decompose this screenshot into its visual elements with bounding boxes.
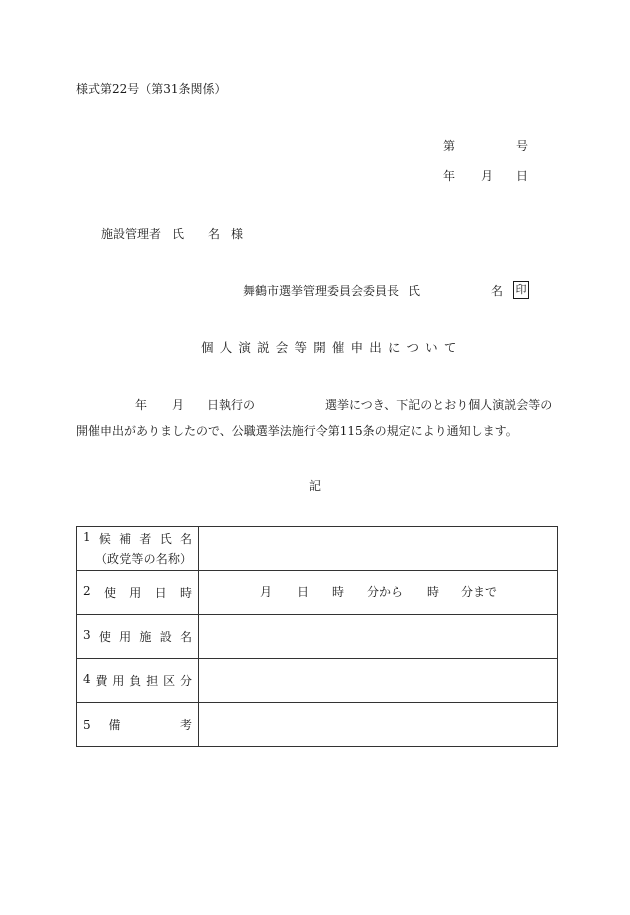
label-char: 考 [179, 718, 192, 732]
usage-hour2-label: 時 [427, 585, 440, 599]
label-char: 区 [163, 674, 176, 688]
label-char: 使 [103, 586, 116, 600]
label-char: 用 [119, 630, 132, 644]
label-char: 名 [179, 532, 192, 546]
value-cost-category[interactable] [199, 659, 558, 703]
addressee-honorific: 様 [231, 227, 244, 241]
label-char: 名 [155, 552, 168, 566]
label-remarks [77, 703, 199, 747]
label-char: 用 [112, 674, 125, 688]
date-month-label: 月 [481, 169, 494, 183]
usage-hour-label: 時 [332, 585, 345, 599]
table-row-facility [77, 615, 558, 659]
label-char: 設 [159, 630, 172, 644]
body-year-label: 年 [135, 398, 148, 412]
ki-heading: 記 [309, 479, 322, 493]
label-candidate-name [77, 527, 199, 571]
label-char: 称） [167, 552, 192, 566]
body-month-label: 月 [172, 398, 185, 412]
table-row-candidate [77, 527, 558, 571]
label-char: 者 [139, 532, 152, 546]
body-day-held: 日執行の [207, 398, 256, 412]
row-number: 4 [83, 672, 91, 686]
document-title: 個人演説会等開催申出について [201, 340, 463, 355]
value-remarks[interactable] [199, 703, 558, 747]
table-row-remarks [77, 703, 558, 747]
row-number: 5 [83, 718, 91, 732]
label-char: 担 [146, 674, 159, 688]
usage-day-label: 日 [297, 585, 310, 599]
label-char: 使 [98, 630, 111, 644]
label-char: 備 [108, 718, 121, 732]
usage-minute-from-label: 分から [367, 585, 404, 599]
value-usage-time[interactable] [199, 571, 558, 615]
usage-month-label: 月 [260, 585, 273, 599]
row-number: 3 [83, 628, 91, 642]
label-char: 候 [98, 532, 111, 546]
reference-number-prefix: 第 [443, 139, 456, 153]
table-row-cost [77, 659, 558, 703]
label-char: 用 [129, 586, 142, 600]
label-char: 負 [129, 674, 142, 688]
label-usage-time [77, 571, 199, 615]
label-char: 党 [119, 552, 132, 566]
row-number: 1 [83, 530, 91, 544]
addressee-name: 氏 名 [172, 227, 221, 241]
party-name-sublabel [83, 550, 192, 567]
sender-title: 舞鶴市選挙管理委員会委員長 [243, 284, 400, 298]
row-number: 2 [83, 584, 91, 598]
reference-number-suffix: 号 [516, 139, 529, 153]
sender-given-name-label: 名 [491, 284, 504, 298]
label-char: 氏 [159, 532, 172, 546]
details-table [76, 526, 558, 747]
label-char: （政 [95, 552, 120, 566]
label-char: 時 [179, 586, 192, 600]
label-char: 補 [119, 532, 132, 546]
body-election-text: 選挙につき、下記のとおり個人演説会等の [325, 398, 553, 412]
body-line-2: 開催申出がありましたので、公職選挙法施行令第115条の規定により通知します。 [76, 424, 518, 438]
date-year-label: 年 [443, 169, 456, 183]
form-number: 様式第22号（第31条関係） [76, 82, 227, 96]
label-cost-category [77, 659, 199, 703]
seal-stamp-box: 印 [513, 281, 529, 299]
usage-minute-to-label: 分まで [461, 585, 498, 599]
label-char: 分 [179, 674, 192, 688]
value-facility-name[interactable] [199, 615, 558, 659]
value-candidate-name[interactable] [199, 527, 558, 571]
label-char: 費 [95, 674, 108, 688]
sender-surname-label: 氏 [408, 284, 421, 298]
table-row-usage-time [77, 571, 558, 615]
label-char: 日 [154, 586, 167, 600]
date-day-label: 日 [516, 169, 529, 183]
label-char: 名 [179, 630, 192, 644]
label-char: の [143, 552, 156, 566]
label-char: 等 [131, 552, 144, 566]
label-char: 施 [139, 630, 152, 644]
label-facility-name [77, 615, 199, 659]
addressee-title: 施設管理者 [101, 227, 162, 241]
